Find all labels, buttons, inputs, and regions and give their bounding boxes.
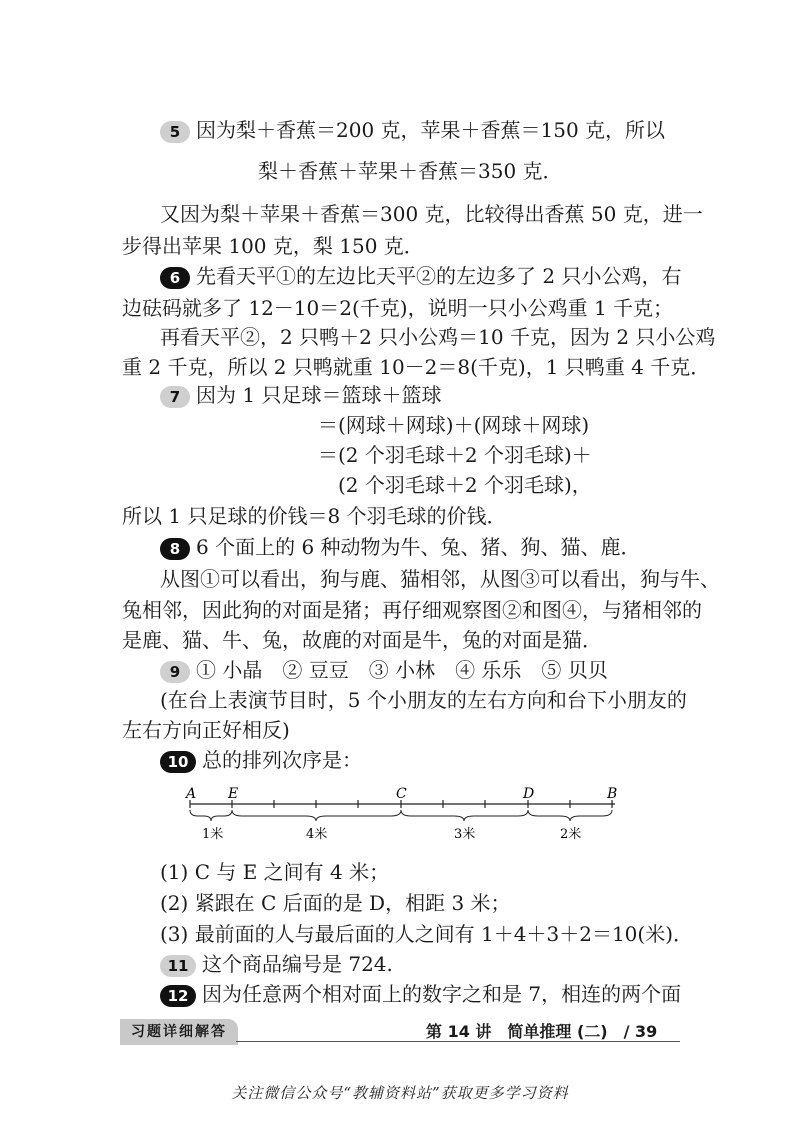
- problem-5-line-4: 步得出苹果 100 克，梨 150 克．: [122, 234, 424, 258]
- problem-10-answer-1: (1) C 与 E 之间有 4 米；: [160, 860, 390, 884]
- problem-7-line-4: (2 个羽毛球＋2 个羽毛球)，: [338, 473, 592, 497]
- problem-number-badge: 9: [160, 661, 190, 683]
- problem-number-badge: 11: [160, 955, 196, 977]
- problem-8-line-1: [160, 533, 641, 561]
- segment-label-db: 2米: [560, 827, 582, 842]
- problem-6-line-4: 重 2 千克，所以 2 只鸭就重 10－2＝8(千克)，1 只鸭重 4 千克．: [122, 355, 711, 379]
- problem-number-badge: 10: [160, 751, 196, 773]
- segment-braces: [190, 810, 612, 821]
- footer-section-tag: 习题详细解答: [120, 1019, 238, 1045]
- problem-10-line-1: [160, 746, 362, 774]
- problem-text: 因为任意两个相对面上的数字之和是 7，相连的两个面: [202, 982, 682, 1006]
- problem-8-line-3: 兔相邻，因此狗的对面是猪；再仔细观察图②和图④，与猪相邻的: [122, 598, 702, 622]
- problem-text: 总的排列次序是：: [202, 748, 362, 772]
- problem-5-line-3: 又因为梨＋苹果＋香蕉＝300 克，比较得出香蕉 50 克，进一: [160, 202, 703, 226]
- segment-label-ae: 1米: [202, 827, 224, 842]
- problem-6-line-2: 边砝码就多了 12－10＝2(千克)，说明一只小公鸡重 1 千克；: [122, 296, 674, 320]
- problem-9-line-1: [160, 656, 608, 684]
- problem-7-line-1: [160, 381, 441, 409]
- problem-6-line-3: 再看天平②，2 只鸭＋2 只小公鸡＝10 千克，因为 2 只小公鸡: [160, 325, 716, 349]
- problem-9-line-2: (在台上表演节目时，5 个小朋友的左右方向和台下小朋友的: [160, 688, 687, 712]
- problem-text: 6 个面上的 6 种动物为牛、兔、猪、狗、猫、鹿．: [196, 535, 641, 559]
- problem-12-line-1: [160, 980, 681, 1008]
- problem-number-badge: 6: [160, 267, 190, 289]
- problem-number-badge: 8: [160, 538, 190, 560]
- point-label-c: C: [396, 786, 407, 802]
- problem-10-answer-2: (2) 紧跟在 C 后面的是 D，相距 3 米；: [160, 891, 511, 915]
- number-line-diagram: [180, 786, 630, 846]
- problem-text: 因为梨＋香蕉＝200 克，苹果＋香蕉＝150 克，所以: [196, 118, 666, 142]
- problem-5-line-1: [160, 116, 665, 144]
- footer-chapter-title: 第 14 讲 简单推理 (二) / 39: [426, 1022, 658, 1041]
- problem-11-line-1: [160, 950, 393, 978]
- problem-number-badge: 7: [160, 386, 190, 408]
- problem-number-badge: 5: [160, 121, 190, 143]
- problem-number-badge: 12: [160, 985, 196, 1007]
- problem-8-line-4: 是鹿、猫、牛、兔，故鹿的对面是牛，兔的对面是猫．: [122, 628, 602, 652]
- point-label-a: A: [186, 786, 197, 802]
- problem-text: 这个商品编号是 724.: [202, 952, 393, 976]
- segment-label-cd: 3米: [454, 827, 476, 842]
- problem-9-line-3: 左右方向正好相反): [122, 718, 290, 742]
- problem-7-line-3: ＝(2 个羽毛球＋2 个羽毛球)＋: [318, 443, 592, 467]
- problem-5-line-2: 梨＋香蕉＋苹果＋香蕉＝350 克．: [258, 159, 563, 183]
- problem-text: 先看天平①的左边比天平②的左边多了 2 只小公鸡，右: [196, 264, 682, 288]
- problem-text: 因为 1 只足球＝篮球＋篮球: [196, 383, 442, 407]
- problem-7-line-2: ＝(网球＋网球)＋(网球＋网球): [318, 413, 590, 437]
- point-label-d: D: [523, 786, 535, 802]
- segment-label-ec: 4米: [306, 827, 328, 842]
- point-label-b: B: [607, 786, 618, 802]
- point-label-e: E: [228, 786, 239, 802]
- problem-6-line-1: [160, 262, 681, 290]
- problem-8-line-2: 从图①可以看出，狗与鹿、猫相邻，从图③可以看出，狗与牛、: [160, 567, 720, 591]
- watermark-text: 关注微信公众号“教辅资料站”获取更多学习资料: [231, 1084, 569, 1102]
- problem-7-line-5: 所以 1 只足球的价钱＝8 个羽毛球的价钱．: [122, 504, 507, 528]
- problem-10-answer-3: (3) 最前面的人与最后面的人之间有 1＋4＋3＋2＝10(米)．: [160, 922, 693, 946]
- problem-text: ① 小晶 ② 豆豆 ③ 小林 ④ 乐乐 ⑤ 贝贝: [196, 658, 608, 682]
